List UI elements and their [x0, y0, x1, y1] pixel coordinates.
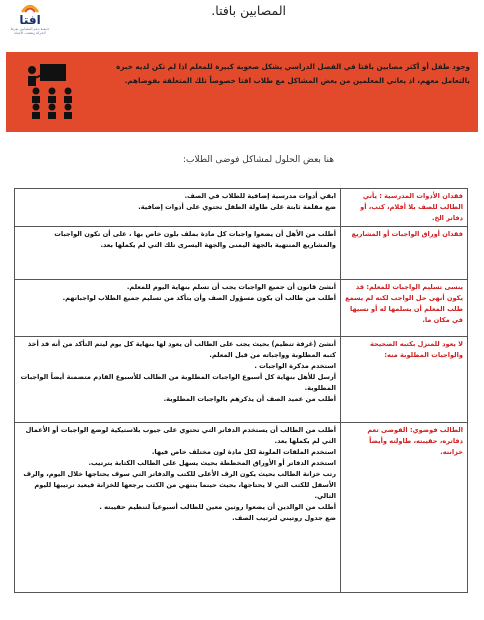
solution-item: أطلب من الوالدين أن يضعوا روتين معين للطالب أسبوعياً لتنظيم حقيبته . [99, 503, 336, 511]
solution-item: استخدم الدفاتر أو الأوراق المخططة بحيث يسهل على الطالب الكتابة بترتيب. [88, 459, 336, 467]
solution-item: أرسل للأهل بنهاية كل أسبوع الواجبات المطلوبة من الطالب للأسبوع القادم متضمنة أيضاً الواجبات المطلوبة. [20, 373, 336, 392]
solutions-table [14, 188, 468, 593]
solution-item: أنشئ قانون أن جميع الواجبات يجب أن تسلم بنهاية اليوم للمعلم. [126, 283, 336, 291]
table-row [15, 227, 468, 280]
intro-paragraph: وجود طفل أو أكثر مصابين بافتا في الفصل الدراسي يشكل صعوبة كبيرة للمعلم اذا لم تكن لديه خبرة بالتعامل معهم، اذ يعاني المعلمين من بعض المشاكل مع طلاب افتا خصوصاً تلك المتعلقة بفوضاهم. [116, 62, 470, 85]
solution-item: ابقي أدوات مدرسية إضافية للطلاب في الصف. [184, 192, 336, 200]
problem-cell: الطالب فوضوي: الفوضى تعم دفاتره، حقيبته، طاولته وأيضاً خزانته. [341, 423, 468, 593]
solution-item: أنشئ (غرفة تنظيم) بحيث يجب على الطالب أن يعود لها بنهاية كل يوم ليتم التأكد من أنه قد أخذ كتبه المطلوبة وواجباته من قبل المعلم. [27, 340, 336, 359]
classroom-teacher-icon [22, 60, 82, 120]
problem-cell: فقدان أوراق الواجبات أو المشاريع [341, 227, 468, 280]
solution-item: ضع جدول روتيني لترتيب الصف. [232, 514, 336, 522]
solution-item: أطلب من عميد الصف أن يذكرهم بالواجبات المطلوبة. [163, 395, 336, 403]
afta-logo [8, 0, 52, 40]
solution-item: استخدم مذكرة الواجبات . [254, 362, 336, 370]
solution-cell [15, 227, 341, 280]
solution-item: أطلب من طالب أن يكون مسؤول الصف وأن يتأكد من تسليم جميع الطلاب لواجباتهم. [62, 294, 336, 302]
problem-cell: لا يعود للمنزل بكتبه الصحيحة والواجبات المطلوبة منه: [341, 337, 468, 423]
solution-item: استخدم الملفات الملونة لكل مادة لون مختلف خاص فيها. [151, 448, 336, 456]
problem-cell: ينسى تسليم الواجبات للمعلم: قد يكون أنهى حل الواجب لكنه لم يسمع طلب المعلم أن يسلمها له أو نسيها في مكان ما. [341, 280, 468, 337]
problem-cell: فقدان الأدوات المدرسية : يأتي الطالب للصف بلا أقلام، كتب، أو دفاتر الخ. [341, 189, 468, 227]
logo-subtitle: جمعية دعم المصابين بفرط الحركة وتشتت الانتباه [10, 27, 50, 35]
solution-cell [15, 423, 341, 593]
table-row [15, 280, 468, 337]
solution-item: رتب خزانة الطالب بحيث يكون الرف الأعلى للكتب والدفاتر التي سوف يحتاجها خلال اليوم، والرف الأسفل للكتب التي لا يحتاجها، بحيث حينما ينتهي من الكتب يرجعها للخزانة فيعيد ترتيبها لليوم التالي. [23, 470, 336, 500]
table-row [15, 337, 468, 423]
solution-item: أطلب من الطالب أن يستخدم الدفاتر التي تحتوي على جيوب بلاستيكية لوضع الواجبات أو الأعمال التي لم يكملها بعد. [25, 426, 336, 445]
logo-text: افتا [19, 13, 41, 27]
top-heading: المصابين بافتا. [211, 3, 286, 18]
table-row [15, 189, 468, 227]
solution-item: أطلب من الأهل أن يضعوا واجبات كل مادة بملف بلون خاص بها ، على أن تكون الواجبات والمشاريع المنتهية بالجهة اليمنى والجهة اليسرى تلك التي لم يكملها بعد. [54, 230, 336, 249]
solution-item: ضع مقلمة ثابتة على طاولة الطفل تحتوي على أدوات إضافية. [138, 203, 336, 211]
solutions-heading: هنا بعض الحلول لمشاكل فوضى الطلاب: [182, 155, 334, 165]
solution-cell [15, 189, 341, 227]
solution-cell [15, 337, 341, 423]
table-row [15, 423, 468, 593]
solution-cell [15, 280, 341, 337]
